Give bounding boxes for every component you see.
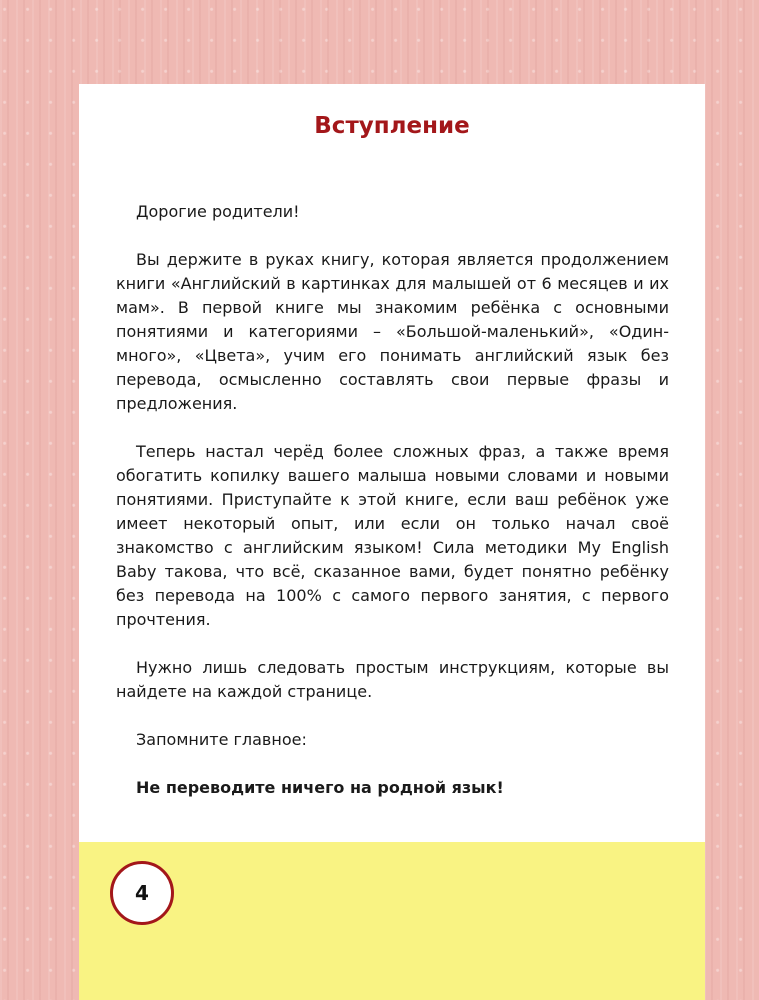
method-paragraph: Теперь настал черёд более сложных фраз, а также время обогатить копилку вашего малыша новыми словами и новыми понятиями. Приступайте к этой книге, если ваш ребёнок уже имеет некоторый опыт, или если он только начал своё знакомство с английским языком! Сила методики My English Baby такова, что всё, сказанное вами, будет понятно ребёнку без перевода на 100% с самого первого занятия, с первого прочтения.	[116, 442, 669, 629]
body-text	[116, 200, 669, 800]
footer-band	[79, 842, 705, 1000]
page-number: 4	[135, 881, 149, 905]
greeting-paragraph: Дорогие родители!	[136, 202, 300, 221]
instructions-paragraph: Нужно лишь следовать простым инструкциям, которые вы найдете на каждой странице.	[116, 658, 669, 701]
intro-paragraph: Вы держите в руках книгу, которая является продолжением книги «Английский в картинках для малышей от 6 месяцев и их мам». В первой книге мы знакомим ребёнка с основными понятиями и категориями – «Большой-маленький», «Один-много», «Цвета», учим его понимать английский язык без перевода, осмысленно составлять свои первые фразы и предложения.	[116, 250, 669, 413]
remember-paragraph: Запомните главное:	[136, 730, 307, 749]
page-number-badge	[110, 861, 174, 925]
page-title: Вступление	[314, 113, 470, 139]
emphasis-paragraph: Не переводите ничего на родной язык!	[136, 778, 504, 797]
